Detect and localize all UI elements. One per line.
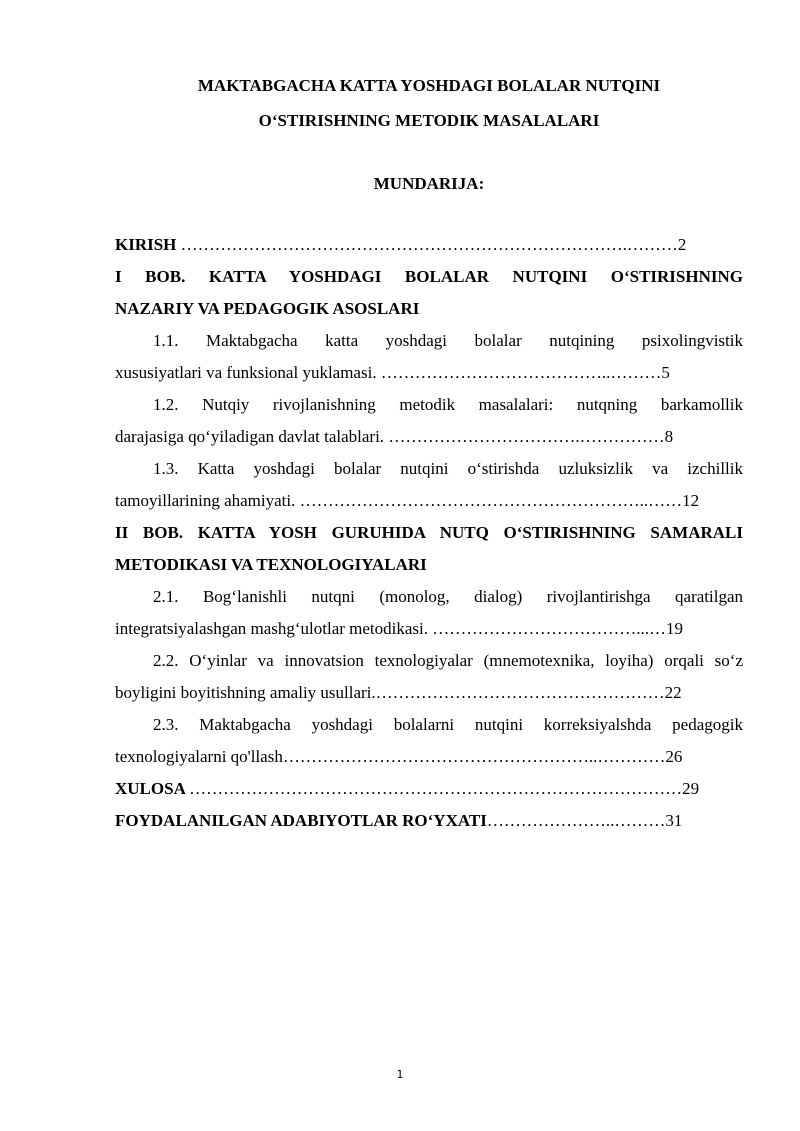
toc-leader-dots: …………………………………………… [375,683,665,702]
toc-page-number: 22 [664,683,682,702]
toc-page-number: 29 [682,779,700,798]
toc-entry-label: XULOSA [115,779,190,798]
toc-heading: MUNDARIJA: [373,174,485,193]
toc-section-1-3-line-1: 1.3. Katta yoshdagi bolalar nutqini o‘stirishda uzluksizlik va izchillik [153,459,743,478]
toc-page-number: 5 [661,363,670,382]
toc-entry-xulosa [115,773,743,805]
toc-chapter-2-line-1: II BOB. KATTA YOSH GURUHIDA NUTQ O‘STIRISHNING SAMARALI [115,523,743,542]
toc-section-1-1-line-1: 1.1. Maktabgacha katta yoshdagi bolalar nutqining psixolingvistik [153,331,743,350]
toc-entry-references [115,805,743,837]
toc-entry-label: tamoyillarining ahamiyati. [115,491,300,510]
toc-page-number: 26 [665,747,683,766]
toc-page-number: 19 [666,619,684,638]
toc-chapter-2-line-2: METODIKASI VA TEXNOLOGIYALARI [115,555,427,574]
page-number: 1 [396,1068,404,1081]
toc-page-number: 12 [682,491,700,510]
toc-entry-label: FOYDALANILGAN ADABIYOTLAR RO‘YXATI [115,811,487,830]
toc-entry-label: KIRISH [115,235,181,254]
toc-section-2-2-line-1: 2.2. O‘yinlar va innovatsion texnologiyalar (mnemotexnika, loyiha) orqali so‘z [153,651,743,670]
toc-leader-dots: …………………..……… [486,811,666,830]
toc-leader-dots: …………………………….…………… [388,427,665,446]
toc-leader-dots: ………………………………...… [432,619,667,638]
toc-entry-label: boyligini boyitishning amaliy usullari. [115,683,376,702]
document-page [115,68,743,837]
toc-section-1-3-line-2 [115,485,743,517]
toc-section-2-3-line-2 [115,741,743,773]
toc-entry-label: darajasiga qo‘yiladigan davlat talablari. [115,427,389,446]
toc-leader-dots: …………………………………..……… [380,363,662,382]
toc-leader-dots: …………………………………………………………………………… [189,779,683,798]
table-of-contents [115,229,743,837]
toc-page-number: 31 [665,811,683,830]
toc-leader-dots: ………………………………………………..………… [282,747,666,766]
toc-section-1-2-line-1: 1.2. Nutqiy rivojlanishning metodik masalalari: nutqning barkamollik [153,395,743,414]
toc-leader-dots: …………………………………………………………………….……… [180,235,678,254]
toc-entry-label: texnologiyalarni qo'llash [115,747,283,766]
toc-section-2-1-line-2 [115,613,743,645]
toc-section-1-1-line-2 [115,357,743,389]
toc-section-1-2-line-2 [115,421,743,453]
toc-chapter-1-line-1: I BOB. KATTA YOSHDAGI BOLALAR NUTQINI O‘STIRISHNING [115,267,743,286]
toc-section-2-1-line-1: 2.1. Bog‘lanishli nutqni (monolog, dialog) rivojlantirishga qaratilgan [153,587,743,606]
toc-entry-label: integratsiyalashgan mashg‘ulotlar metodikasi. [115,619,433,638]
toc-leader-dots: ……………………………………………………..…… [299,491,683,510]
document-title-line-1: MAKTABGACHA KATTA YOSHDAGI BOLALAR NUTQINI [197,76,661,95]
toc-page-number: 8 [664,427,674,446]
document-title-line-2: O‘STIRISHNING METODIK MASALALARI [258,111,600,130]
toc-section-2-3-line-1: 2.3. Maktabgacha yoshdagi bolalarni nutqini korreksiyalshda pedagogik [153,715,743,734]
toc-entry-kirish [115,229,743,261]
toc-chapter-1-line-2: NAZARIY VA PEDAGOGIK ASOSLARI [115,299,420,318]
toc-entry-label: xususiyatlari va funksional yuklamasi. [115,363,381,382]
toc-section-2-2-line-2 [115,677,743,709]
toc-page-number: 2 [677,235,687,254]
